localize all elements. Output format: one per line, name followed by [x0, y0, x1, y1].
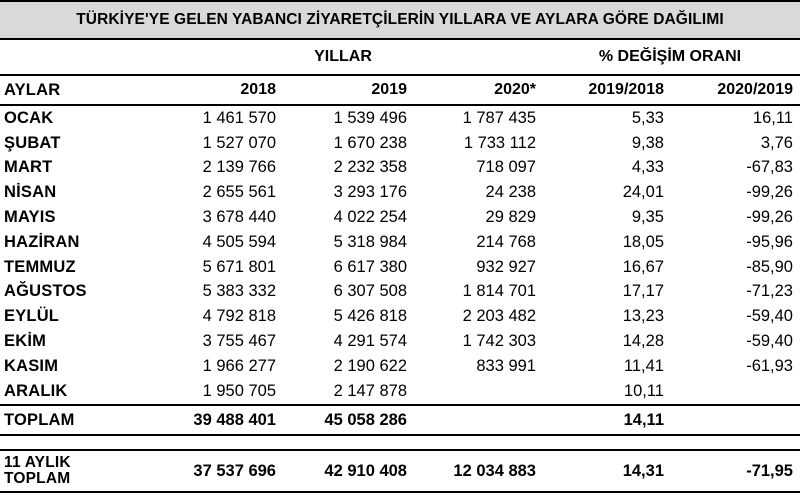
- cell-y2018: 2 655 561: [202, 183, 276, 202]
- table-row: [0, 354, 800, 379]
- cell-ch1: 11,41: [623, 356, 664, 375]
- cell-y2018: 2 139 766: [202, 158, 276, 177]
- cell-ch2: -61,93: [746, 356, 793, 375]
- cell-ch1: 9,38: [631, 133, 664, 152]
- table-row: [0, 205, 800, 230]
- total-2018: 39 488 401: [193, 410, 276, 429]
- month-label: ARALIK: [4, 381, 68, 400]
- cell-y2019: 4 291 574: [333, 332, 407, 351]
- change-2020-2019-header: 2020/2019: [717, 81, 793, 98]
- months-header: AYLAR: [4, 80, 61, 99]
- column-group-header: [0, 40, 800, 74]
- table-row: [0, 304, 800, 329]
- table-row: [0, 131, 800, 156]
- cell-y2018: 1 966 277: [202, 356, 276, 375]
- year-2018-header: 2018: [240, 81, 276, 98]
- cell-y2019: 2 190 622: [333, 356, 407, 375]
- month-label: OCAK: [4, 108, 54, 127]
- month-label: ŞUBAT: [4, 133, 61, 152]
- year-2019-header: 2019: [371, 81, 407, 98]
- cell-ch2: -99,26: [746, 183, 793, 202]
- year-2020-header: 2020*: [494, 81, 536, 98]
- cell-ch2: 16,11: [752, 108, 793, 127]
- cell-ch2: 3,76: [760, 133, 793, 152]
- cell-y2019: 1 539 496: [333, 108, 407, 127]
- cell-ch1: 10,11: [623, 381, 664, 400]
- cell-ch1: 17,17: [622, 282, 664, 301]
- cell-y2018: 4 792 818: [202, 307, 276, 326]
- cell-y2019: 4 022 254: [333, 208, 407, 227]
- years-group-label: YILLAR: [314, 48, 372, 65]
- cell-y2019: 3 293 176: [333, 183, 407, 202]
- cell-y2020: 24 238: [485, 183, 536, 202]
- change-2019-2018-header: 2019/2018: [588, 81, 664, 98]
- cell-ch1: 9,35: [631, 208, 664, 227]
- eleven-month-2018: 37 537 696: [193, 461, 276, 480]
- total-change-2019-2018: 14,11: [623, 410, 664, 429]
- cell-ch1: 16,67: [622, 257, 664, 276]
- cell-y2020: 932 927: [476, 257, 536, 276]
- month-label: MART: [4, 158, 53, 177]
- table-row: [0, 329, 800, 354]
- cell-ch2: -59,40: [746, 307, 793, 326]
- month-label: MAYIS: [4, 208, 56, 227]
- table-title: TÜRKİYE'YE GELEN YABANCI ZİYARETÇİLERİN YILLARA VE AYLARA GÖRE DAĞILIMI: [0, 0, 800, 40]
- month-label: NİSAN: [4, 183, 57, 202]
- column-header-row: [0, 76, 800, 104]
- cell-y2020: 2 203 482: [462, 307, 536, 326]
- total-2019: 45 058 286: [324, 410, 407, 429]
- cell-y2018: 3 755 467: [202, 332, 276, 351]
- eleven-month-label-line1: 11 AYLIK: [4, 454, 71, 471]
- table-row: [0, 379, 800, 404]
- change-group-label: % DEĞİŞİM ORANI: [598, 48, 742, 65]
- cell-ch2: -95,96: [746, 232, 793, 251]
- cell-ch2: -85,90: [746, 257, 793, 276]
- table-row: [0, 106, 800, 131]
- cell-y2018: 1 461 570: [202, 108, 276, 127]
- cell-y2018: 4 505 594: [202, 232, 276, 251]
- table-bottom-border: [0, 491, 800, 493]
- cell-y2020: 1 733 112: [463, 133, 536, 152]
- cell-y2018: 5 671 801: [202, 257, 276, 276]
- cell-y2018: 5 383 332: [202, 282, 276, 301]
- month-label: KASIM: [4, 356, 59, 375]
- cell-y2019: 5 426 818: [333, 307, 407, 326]
- total-row: [0, 406, 800, 434]
- cell-y2019: 6 307 508: [333, 282, 407, 301]
- cell-ch1: 14,28: [622, 332, 664, 351]
- cell-ch2: -59,40: [746, 332, 793, 351]
- eleven-month-label: [4, 455, 71, 487]
- cell-y2020: 1 742 303: [462, 332, 536, 351]
- cell-y2020: 833 991: [476, 356, 536, 375]
- eleven-month-label-line2: TOPLAM: [4, 470, 71, 487]
- month-label: HAZİRAN: [4, 232, 80, 251]
- table-row: [0, 156, 800, 181]
- eleven-month-2019: 42 910 408: [324, 461, 407, 480]
- cell-ch1: 24,01: [622, 183, 664, 202]
- cell-y2020: 1 814 701: [462, 282, 536, 301]
- cell-y2019: 6 617 380: [333, 257, 407, 276]
- cell-ch1: 18,05: [622, 232, 664, 251]
- cell-ch2: -67,83: [746, 158, 793, 177]
- month-label: TEMMUZ: [4, 257, 76, 276]
- table-row: [0, 230, 800, 255]
- month-label: AĞUSTOS: [4, 282, 87, 301]
- eleven-month-change-2020-2019: -71,95: [746, 461, 793, 480]
- cell-y2020: 214 768: [476, 232, 536, 251]
- month-label: EKİM: [4, 332, 47, 351]
- total-divider-bottom: [0, 434, 800, 436]
- cell-ch1: 4,33: [631, 158, 664, 177]
- cell-y2019: 2 232 358: [333, 158, 407, 177]
- total-label: TOPLAM: [4, 410, 75, 429]
- table-row: [0, 255, 800, 280]
- cell-y2019: 2 147 878: [333, 381, 407, 400]
- eleven-month-change-2019-2018: 14,31: [622, 461, 664, 480]
- table-row: [0, 280, 800, 305]
- cell-y2018: 1 950 705: [202, 381, 276, 400]
- cell-ch1: 5,33: [631, 108, 664, 127]
- cell-ch2: -71,23: [746, 282, 793, 301]
- cell-y2018: 1 527 070: [202, 133, 276, 152]
- cell-y2018: 3 678 440: [202, 208, 276, 227]
- eleven-month-total-row: [0, 451, 800, 491]
- cell-y2019: 5 318 984: [333, 232, 407, 251]
- cell-ch1: 13,23: [622, 307, 664, 326]
- month-label: EYLÜL: [4, 307, 60, 326]
- cell-y2019: 1 670 238: [333, 133, 407, 152]
- cell-y2020: 1 787 435: [462, 108, 536, 127]
- table-row: [0, 180, 800, 205]
- cell-y2020: 718 097: [476, 158, 536, 177]
- eleven-month-2020: 12 034 883: [453, 461, 536, 480]
- cell-ch2: -99,26: [746, 208, 793, 227]
- cell-y2020: 29 829: [485, 208, 536, 227]
